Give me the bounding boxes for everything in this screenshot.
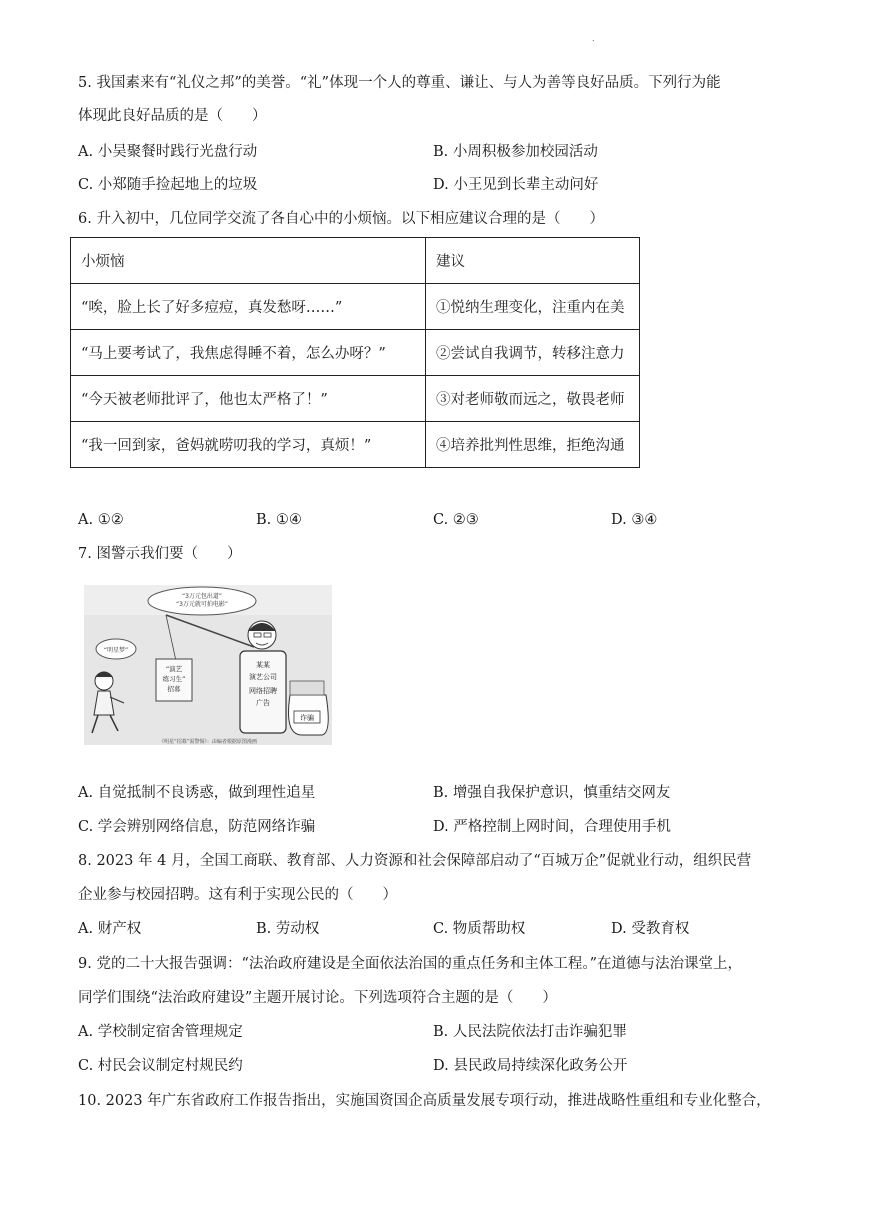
q9-option-a: A. 学校制定宿舍管理规定 [78, 1024, 243, 1040]
q6-option-a: A. ①② [78, 512, 124, 528]
cartoon-phone-line1: 某某 [256, 661, 270, 669]
table-header-cell: 建议 [426, 238, 640, 284]
q8-option-a: A. 财产权 [78, 921, 142, 937]
cartoon-phone-line4: 广告 [256, 699, 270, 707]
cartoon-phone-line3: 网络招聘 [249, 687, 277, 695]
table-cell-advice: ④培养批判性思维，拒绝沟通 [426, 422, 640, 468]
table-cell-advice: ②尝试自我调节，转移注意力 [426, 330, 640, 376]
cartoon-bait-line1: “演艺 [165, 665, 183, 673]
q5-stem-line2: 体现此良好品质的是（ ） [78, 108, 267, 124]
table-cell-advice: ③对老师敬而远之，敬畏老师 [426, 376, 640, 422]
table-row [71, 330, 640, 376]
table-header-row [71, 238, 640, 284]
q6-option-c: C. ②③ [433, 512, 479, 528]
q7-option-b: B. 增强自我保护意识，慎重结交网友 [433, 785, 671, 801]
table-row [71, 376, 640, 422]
q7-option-d: D. 严格控制上网时间，合理使用手机 [433, 819, 671, 835]
table-cell-worry: “我一回到家，爸妈就唠叨我的学习，真烦！” [71, 422, 426, 468]
cartoon-drawing [84, 585, 332, 745]
table-cell-worry: “马上要考试了，我焦虑得睡不着，怎么办呀？” [71, 330, 426, 376]
q8-option-b: B. 劳动权 [256, 921, 320, 937]
table-cell-advice: ①悦纳生理变化，注重内在美 [426, 284, 640, 330]
cartoon-bait-line2: 练习生” [162, 675, 186, 683]
q7-stem: 7. 图警示我们要（ ） [78, 546, 242, 562]
cartoon-bubble-line2: “3万元就可拍电影” [175, 601, 229, 608]
q8-option-d: D. 受教育权 [611, 921, 690, 937]
table-row [71, 422, 640, 468]
q6-table [70, 237, 640, 468]
q8-option-c: C. 物质帮助权 [433, 921, 526, 937]
q6-option-b: B. ①④ [256, 512, 302, 528]
q10-stem-line1: 10. 2023 年广东省政府工作报告指出，实施国资国企高质量发展专项行动，推进战略性重组和专业化整合， [78, 1093, 771, 1109]
cartoon-phone-line2: 演艺公司 [249, 673, 277, 681]
q9-option-c: C. 村民会议制定村规民约 [78, 1058, 243, 1074]
q7-option-c: C. 学会辨别网络信息，防范网络诈骗 [78, 819, 316, 835]
header-mark: . [592, 34, 595, 43]
q6-stem: 6. 升入初中，几位同学交流了各自心中的小烦恼。以下相应建议合理的是（ ） [78, 211, 604, 227]
q9-option-d: D. 县民政局持续深化政务公开 [433, 1058, 628, 1074]
cartoon-bag-label: 诈骗 [300, 714, 314, 722]
cartoon-bubble-line1: “3万元包出道” [181, 593, 223, 600]
cartoon-bait-line3: 招募 [167, 685, 181, 693]
table-header-cell: 小烦恼 [71, 238, 426, 284]
q9-stem-line2: 同学们围绕“法治政府建设”主题开展讨论。下列选项符合主题的是（ ） [78, 990, 557, 1006]
q5-option-d: D. 小王见到长辈主动问好 [433, 177, 599, 193]
cartoon-girl-bubble: “明星梦” [103, 647, 129, 654]
q6-option-d: D. ③④ [611, 512, 658, 528]
q7-option-a: A. 自觉抵制不良诱惑，做到理性追星 [78, 785, 316, 801]
q5-option-c: C. 小郑随手捡起地上的垃圾 [78, 177, 258, 193]
cartoon-caption: 《明星“招募”需警惕》：由编者根据原图漫画 [159, 739, 257, 745]
q7-cartoon-image [84, 585, 332, 745]
table-cell-worry: “今天被老师批评了，他也太严格了！” [71, 376, 426, 422]
q5-option-b: B. 小周积极参加校园活动 [433, 144, 598, 160]
table-cell-worry: “唉，脸上长了好多痘痘，真发愁呀……” [71, 284, 426, 330]
q9-stem-line1: 9. 党的二十大报告强调：“法治政府建设是全面依法治国的重点任务和主体工程。”在道德与法治课堂上， [78, 956, 743, 972]
q9-option-b: B. 人民法院依法打击诈骗犯罪 [433, 1024, 627, 1040]
q5-option-a: A. 小吴聚餐时践行光盘行动 [78, 144, 258, 160]
q8-stem-line1: 8. 2023 年 4 月，全国工商联、教育部、人力资源和社会保障部启动了“百城万企”促就业行动，组织民营 [78, 853, 752, 869]
q5-stem-line1: 5. 我国素来有“礼仪之邦”的美誉。“礼”体现一个人的尊重、谦让、与人为善等良好品质。下列行为能 [78, 75, 721, 91]
q8-stem-line2: 企业参与校园招聘。这有利于实现公民的（ ） [78, 887, 397, 903]
table-row [71, 284, 640, 330]
